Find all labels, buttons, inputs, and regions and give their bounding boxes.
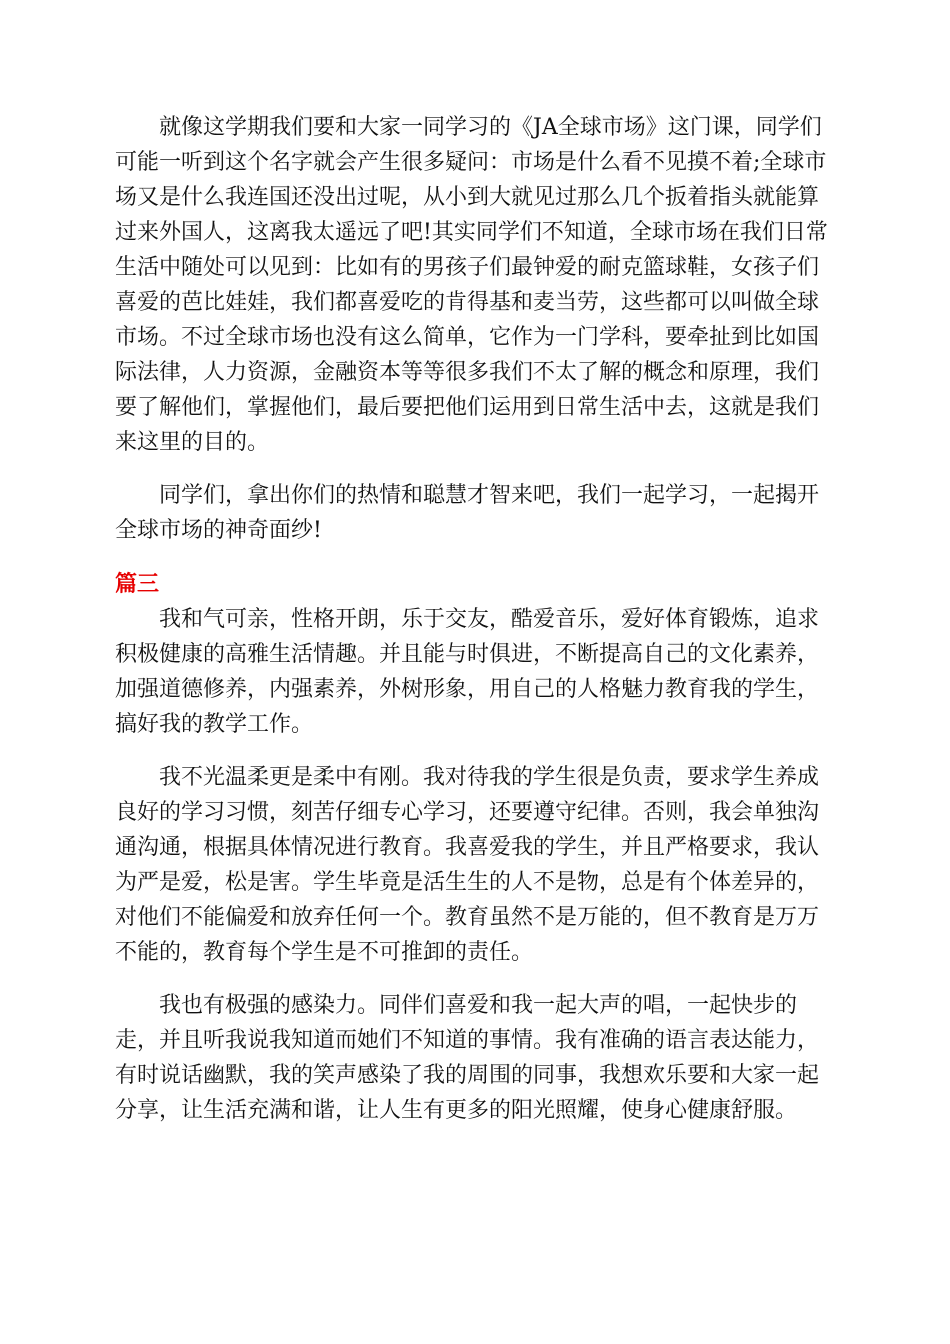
section-heading: 篇三 [115, 572, 160, 597]
paragraph-personality: 我和气可亲，性格开朗，乐于交友，酷爱音乐，爱好体育锻炼，追求积极健康的高雅生活情趣。并且能与时俱进，不断提高自己的文化素养，加强道德修养，内强素养，外树形象，用自己的人格魅力教育我的学生，搞好我的教学工作。 [115, 607, 820, 737]
paragraph-course-intro: 就像这学期我们要和大家一同学习的《JA全球市场》这门课，同学们可能一听到这个名字就会产生很多疑问：市场是什么看不见摸不着;全球市场又是什么我连国还没出过呢，从小到大就见过那么几个扳着指头就能算过来外国人，这离我太遥远了吧!其实同学们不知道，全球市场在我们日常生活中随处可以见到：比如有的男孩子们最钟爱的耐克篮球鞋，女孩子们喜爱的芭比娃娃，我们都喜爱吃的肯得基和麦当劳，这些都可以叫做全球市场。不过全球市场也没有这么简单，它作为一门学科，要牵扯到比如国际法律，人力资源，金融资本等等很多我们不太了解的概念和原理，我们要了解他们，掌握他们，最后要把他们运用到日常生活中去，这就是我们来这里的目的。 [115, 115, 828, 455]
paragraph-teaching-attitude: 我不光温柔更是柔中有刚。我对待我的学生很是负责，要求学生养成良好的学习习惯，刻苦仔细专心学习，还要遵守纪律。否则，我会单独沟通沟通，根据具体情况进行教育。我喜爱我的学生，并且严格要求，我认为严是爱，松是害。学生毕竟是活生生的人不是物，总是有个体差异的，对他们不能偏爱和放弃任何一个。教育虽然不是万能的，但不教育是万万不能的，教育每个学生是不可推卸的责任。 [115, 765, 820, 965]
paragraph-invitation: 同学们，拿出你们的热情和聪慧才智来吧，我们一起学习，一起揭开全球市场的神奇面纱! [115, 483, 820, 543]
paragraph-influence: 我也有极强的感染力。同伴们喜爱和我一起大声的唱，一起快步的走，并且听我说我知道而她们不知道的事情。我有准确的语言表达能力，有时说话幽默，我的笑声感染了我的周围的同事，我想欢乐要和大家一起分享，让生活充满和谐，让人生有更多的阳光照耀，使身心健康舒服。 [115, 993, 820, 1123]
document-page [115, 110, 835, 1128]
